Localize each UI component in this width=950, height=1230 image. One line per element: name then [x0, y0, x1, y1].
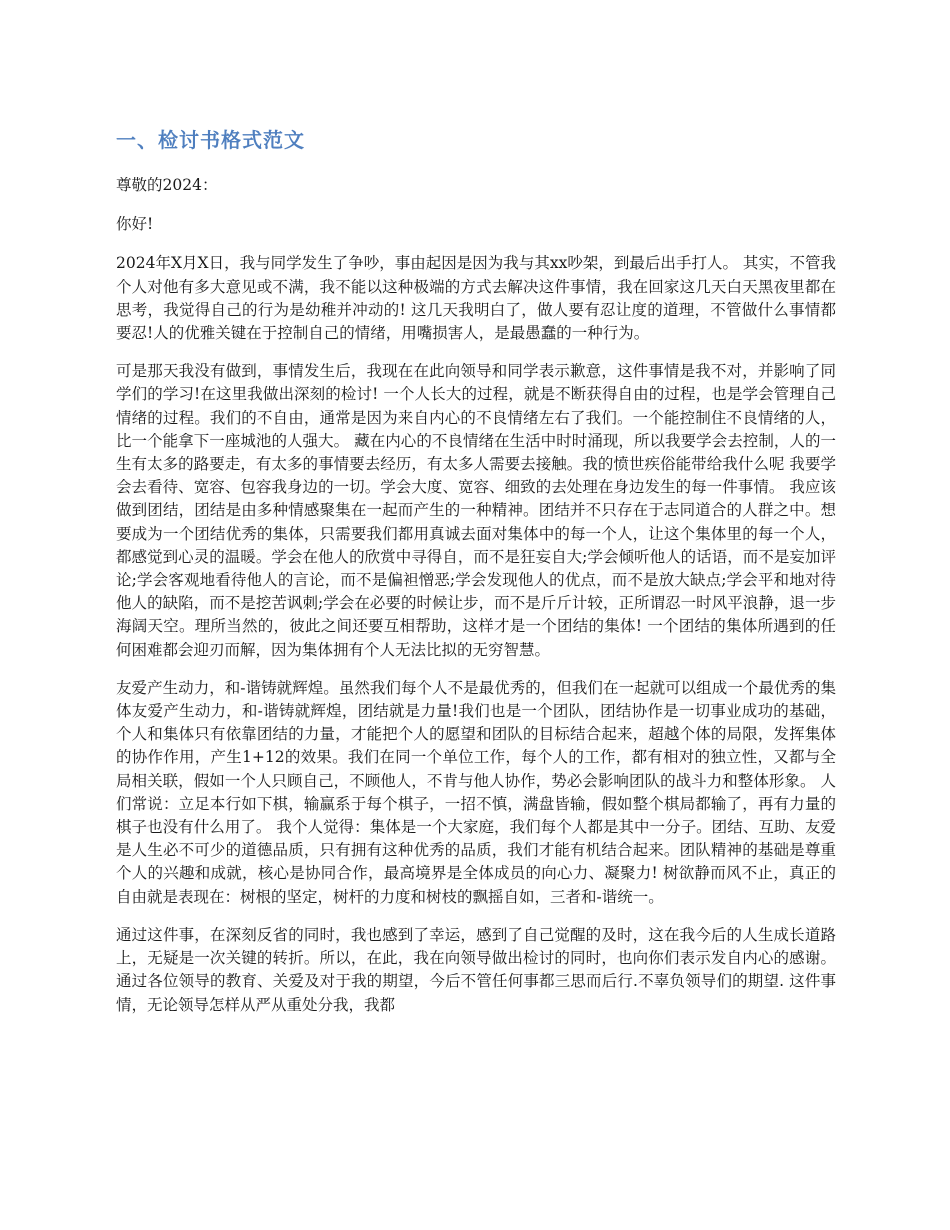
greeting: 你好!: [116, 215, 154, 234]
document-page: [116, 124, 836, 1032]
body-paragraph-1: 2024年X月X日，我与同学发生了争吵，事由起因是因为我与其xx吵架，到最后出手打人。 其实，不管我个人对他有多大意见或不满，我不能以这种极端的方式去解决这件事情，我在回家这几天白天黑夜里都在思考，我觉得自己的行为是幼稚并冲动的! 这几天我明白了，做人要有忍让度的道理，不管做什么事情都要忍!人的优雅关键在于控制自己的情绪，用嘴损害人，是最愚蠢的一种行为。: [116, 254, 836, 343]
salutation: 尊敬的2024：: [116, 176, 218, 194]
section-heading: 一、检讨书格式范文: [116, 128, 305, 152]
body-paragraph-2: 可是那天我没有做到，事情发生后，我现在在此向领导和同学表示歉意，这件事情是我不对，并影响了同学们的学习!在这里我做出深刻的检讨! 一个人长大的过程，就是不断获得自由的过程，也是学会管理自己情绪的过程。我们的不自由，通常是因为来自内心的不良情绪左右了我们。一个能控制住不良情绪的人，比一个能拿下一座城池的人强大。 藏在内心的不良情绪在生活中时时涌现，所以我要学会去控制，人的一生有太多的路要走，有太多的事情要去经历，有太多人需要去接触。我的愤世疾俗能带给我什么呢 我要学会去看待、宽容、包容我身边的一切。学会大度、宽容、细致的去处理在身边发生的每一件事情。 我应该做到团结，团结是由多种情感聚集在一起而产生的一种精神。团结并不只存在于志同道合的人群之中。想要成为一个团结优秀的集体，只需要我们都用真诚去面对集体中的每一个人，让这个集体里的每一个人，都感觉到心灵的温暖。学会在他人的欣赏中寻得自，而不是狂妄自大;学会倾听他人的话语，而不是妄加评论;学会客观地看待他人的言论，而不是偏袒憎恶;学会发现他人的优点，而不是放大缺点;学会平和地对待他人的缺陷，而不是挖苦讽刺;学会在必要的时候让步，而不是斤斤计较，正所谓忍一时风平浪静，退一步海阔天空。理所当然的，彼此之间还要互相帮助，这样才是一个团结的集体! 一个团结的集体所遇到的任何困难都会迎刃而解，因为集体拥有个人无法比拟的无穷智慧。: [116, 362, 836, 659]
body-paragraph-3: 友爱产生动力，和-谐铸就辉煌。虽然我们每个人不是最优秀的，但我们在一起就可以组成一个最优秀的集体友爱产生动力，和-谐铸就辉煌，团结就是力量!我们也是一个团队，团结协作是一切事业成功的基础，个人和集体只有依靠团结的力量，才能把个人的愿望和团队的目标结合起来，超越个体的局限，发挥集体的协作作用，产生1+12的效果。我们在同一个单位工作，每个人的工作，都有相对的独立性，又都与全局相关联，假如一个人只顾自己，不顾他人，不肯与他人协作，势必会影响团队的战斗力和整体形象。 人们常说：立足本行如下棋，输赢系于每个棋子，一招不慎，满盘皆输，假如整个棋局都输了，再有力量的棋子也没有什么用了。 我个人觉得：集体是一个大家庭，我们每个人都是其中一分子。团结、互助、友爱是人生必不可少的道德品质，只有拥有这种优秀的品质，我们才能有机结合起来。团队精神的基础是尊重个人的兴趣和成就，核心是协同合作，最高境界是全体成员的向心力、凝聚力! 树欲静而风不止，真正的自由就是表现在：树根的坚定，树杆的力度和树枝的飘摇自如，三者和-谐统一。: [116, 678, 836, 906]
body-paragraph-4: 通过这件事，在深刻反省的同时，我也感到了幸运，感到了自己觉醒的及时，这在我今后的人生成长道路上，无疑是一次关键的转折。所以，在此，我在向领导做出检讨的同时，也向你们表示发自内心的感谢。通过各位领导的教育、关爱及对于我的期望，今后不管任何事都三思而后行.不辜负领导们的期望. 这件事情，无论领导怎样从严从重处分我，我都: [116, 925, 836, 1014]
